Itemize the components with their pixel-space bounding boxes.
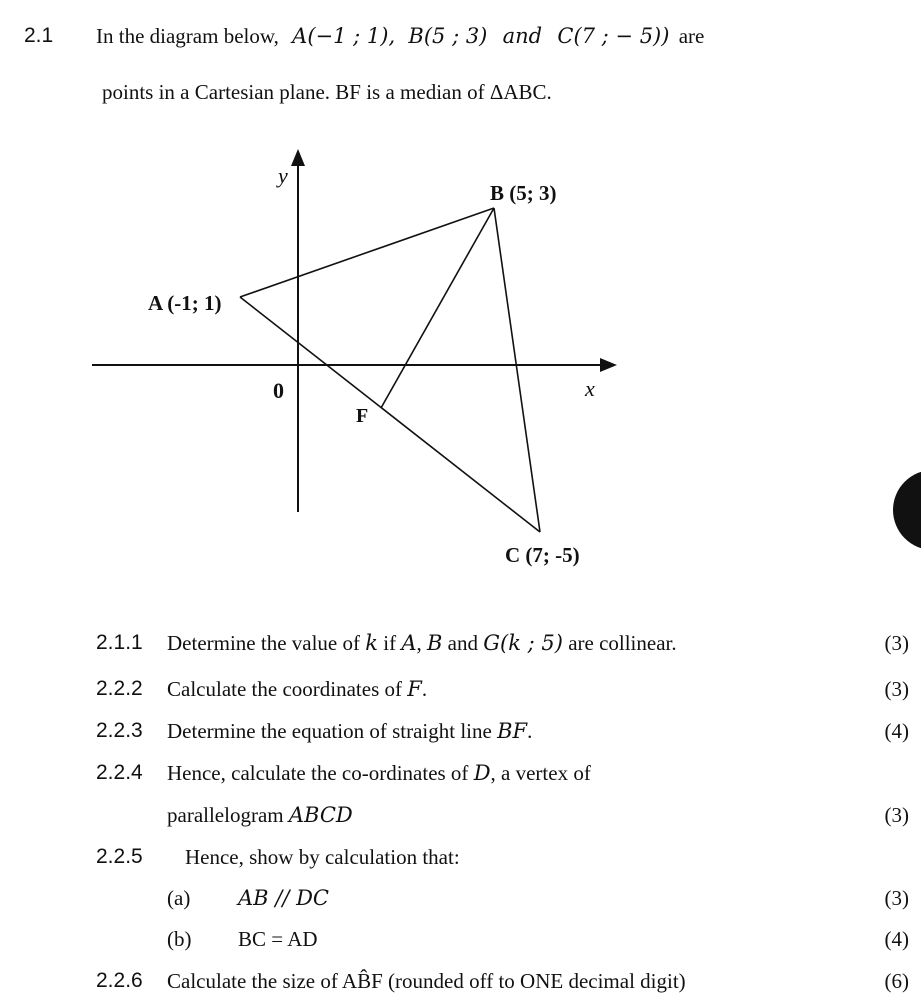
point-b-coords: B(5 ; 3) (408, 24, 488, 48)
point-f-label: F (356, 405, 369, 427)
and-word: and (502, 24, 543, 48)
sq-6-marks: (6) (884, 969, 909, 993)
sq-4-part-3: , a vertex of (490, 761, 591, 785)
sq-1-marks: (3) (884, 631, 909, 655)
sq-3-marks: (4) (884, 719, 909, 743)
vertex-c-label: C (7; -5) (505, 543, 580, 567)
sq-2-number: 2.2.2 (96, 677, 143, 700)
sq-5-number: 2.2.5 (96, 845, 143, 868)
sq-1-part-6: B (426, 631, 443, 655)
sq-1-part-4: A (401, 631, 417, 655)
sq-1-text (167, 631, 677, 656)
point-c-coords: C(7 ; − 5)) (557, 24, 670, 48)
sq-1-part-2: k (365, 631, 378, 655)
sq-2-text (167, 677, 427, 702)
sq-1-part-7: and (442, 631, 484, 655)
x-axis-label: x (585, 376, 595, 401)
sq-2-part-1: Calculate the coordinates of (167, 677, 408, 701)
sq-3-text (167, 719, 532, 744)
sq-5b-label: (b) (167, 927, 192, 951)
sq-4b-part-2: ABCD (288, 803, 353, 827)
sq-6-number: 2.2.6 (96, 969, 143, 992)
sq-4-number: 2.2.4 (96, 761, 143, 784)
sq-6-text: Calculate the size of AB̂F (rounded off to ONE decimal digit) (167, 969, 686, 993)
side-ac (240, 297, 540, 532)
sq-3-part-3: . (527, 719, 533, 743)
vertex-b-label: B (5; 3) (490, 181, 557, 205)
sq-3-number: 2.2.3 (96, 719, 143, 742)
origin-label: 0 (273, 378, 284, 403)
sq-4b-part-1: parallelogram (167, 803, 289, 827)
sq-4-part-2: D (473, 761, 491, 785)
sq-1-part-9: are collinear. (562, 631, 677, 655)
vertex-a-label: A (-1; 1) (148, 291, 222, 315)
sq-5a-label: (a) (167, 886, 191, 910)
sq-5a-marks: (3) (884, 886, 909, 910)
sq-4-marks: (3) (884, 803, 909, 827)
y-axis-label: y (278, 163, 288, 188)
sq-1-number: 2.1.1 (96, 631, 143, 654)
question-intro-line2: points in a Cartesian plane. BF is a median of ΔABC. (102, 80, 552, 104)
intro-suffix: are (678, 24, 705, 48)
sq-3-part-2: BF (497, 719, 528, 743)
sq-5b-text: BC = AD (238, 927, 318, 951)
sq-1-part-3: if (377, 631, 402, 655)
question-number: 2.1 (24, 24, 54, 47)
x-axis-arrow (600, 358, 617, 372)
median-bf (381, 208, 494, 408)
sq-3-part-1: Determine the equation of straight line (167, 719, 498, 743)
sq-4-text (167, 761, 591, 786)
sq-2-marks: (3) (884, 677, 909, 701)
sq-1-part-5: , (416, 631, 427, 655)
sq-5b-marks: (4) (884, 927, 909, 951)
sq-2-part-3: . (421, 677, 428, 701)
sq-4-part-1: Hence, calculate the co-ordinates of (167, 761, 474, 785)
side-bc (494, 208, 540, 532)
sq-5-text: Hence, show by calculation that: (185, 845, 460, 869)
y-axis-arrow (291, 149, 305, 166)
intro-prefix: In the diagram below, (96, 24, 279, 48)
sq-4-continuation (167, 803, 353, 828)
sq-2-part-2: F (407, 677, 422, 701)
sq-1-part-1: Determine the value of (167, 631, 366, 655)
side-ab (240, 208, 494, 297)
sq-5a-text: AB // DC (238, 886, 330, 910)
point-a-coords: A(−1 ; 1), (292, 24, 396, 48)
sq-1-part-8: G(k ; 5) (483, 631, 563, 655)
